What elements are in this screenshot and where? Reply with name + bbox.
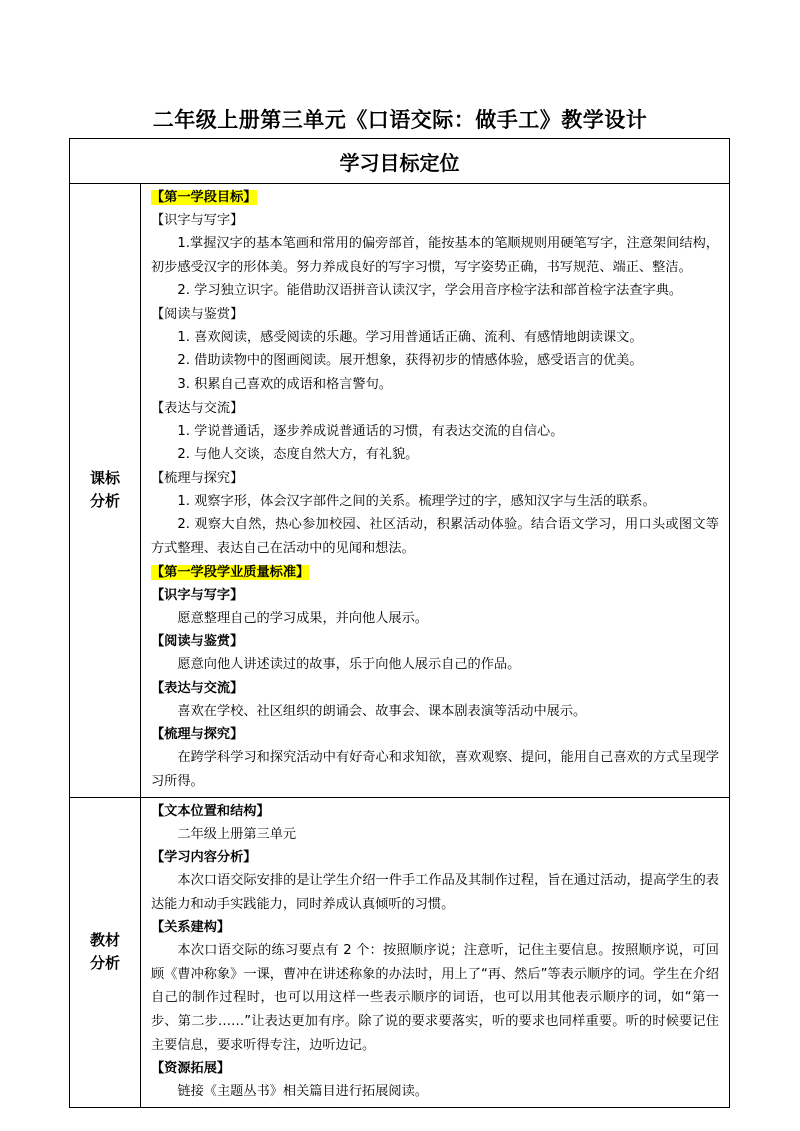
section-heading: 【阅读与鉴赏】 xyxy=(151,634,244,650)
section-heading: 【梳理与探究】 xyxy=(151,727,244,743)
section-heading: 【梳理与探究】 xyxy=(151,470,244,486)
document-title: 二年级上册第三单元《口语交际：做手工》教学设计 xyxy=(152,108,648,132)
paragraph: 2. 学习独立识字。能借助汉语拼音认读汉字，学会用音序检字法和部首检字法查字典。 xyxy=(177,283,683,299)
paragraph: 喜欢在学校、社区组织的朗诵会、故事会、课本剧表演等活动中展示。 xyxy=(177,703,587,719)
section-heading: 【识字与写字】 xyxy=(151,213,244,228)
section-heading: 【识字与写字】 xyxy=(151,587,244,603)
textbook-analysis-content xyxy=(141,797,730,1107)
paragraph: 2. 与他人交谈，态度自然大方，有礼貌。 xyxy=(177,447,419,463)
lesson-design-table xyxy=(69,138,730,1108)
paragraph: 链接《主题丛书》相关篇目进行拓展阅读。 xyxy=(177,1084,428,1100)
table-row xyxy=(70,184,730,798)
paragraph: 本次口语交际的练习要点有 2 个：按照顺序说；注意听，记住主要信息。按照顺序说，可回顾《曹冲称象》一课，曹冲在讲述称象的办法时，用上了“再、然后”等表示顺序的词。学生在介绍自己的制作过程时，也可以用这样一些表示顺序的词语，也可以用其他表示顺序的词，如“第一步、第二步……”让表达更加有序。除了说的要求要落实，听的要求也同样重要。听的时候要记住主要信息，要求听得专注，边听边记。 xyxy=(151,943,719,1053)
section-heading: 【阅读与鉴赏】 xyxy=(151,306,244,322)
curriculum-analysis-content xyxy=(141,184,730,798)
quality-standard-heading: 【第一学段学业质量标准】 xyxy=(151,564,310,580)
paragraph: 2. 观察大自然，热心参加校园、社区活动，积累活动体验。结合语文学习，用口头或图文等方式整理、表达自己在活动中的见闻和想法。 xyxy=(151,517,719,556)
paragraph: 2. 借助读物中的图画阅读。展开想象，获得初步的情感体验，感受语言的优美。 xyxy=(177,353,643,369)
row-label-textbook xyxy=(70,797,141,1107)
section-heading: 【资源拓展】 xyxy=(151,1061,231,1077)
section-heading: 【表达与交流】 xyxy=(151,400,244,416)
paragraph: 3. 积累自己喜欢的成语和格言警句。 xyxy=(177,376,392,392)
paragraph: 二年级上册第三单元 xyxy=(177,826,297,842)
paragraph: 1. 喜欢阅读，感受阅读的乐趣。学习用普通话正确、流利、有感情地朗读课文。 xyxy=(177,329,643,345)
row-label-line: 课标 xyxy=(89,469,120,488)
paragraph: 1.掌握汉字的基本笔画和常用的偏旁部首，能按基本的笔顺规则用硬笔写字，注意架间结构，初步感受汉字的形体美。努力养成良好的写字习惯，写字姿势正确，书写规范、端正、整洁。 xyxy=(151,236,719,275)
paragraph: 在跨学科学习和探究活动中有好奇心和求知欲，喜欢观察、提问，能用自己喜欢的方式呈现学习所得。 xyxy=(151,750,719,789)
row-label-curriculum xyxy=(70,184,141,798)
paragraph: 1. 观察字形，体会汉字部件之间的关系。梳理学过的字，感知汉字与生活的联系。 xyxy=(177,493,656,509)
section-heading: 【文本位置和结构】 xyxy=(151,803,270,819)
table-row xyxy=(70,797,730,1107)
row-label-line: 分析 xyxy=(89,954,120,973)
table-header: 学习目标定位 xyxy=(70,139,730,184)
section-heading: 【表达与交流】 xyxy=(151,680,244,696)
paragraph: 本次口语交际安排的是让学生介绍一件手工作品及其制作过程，旨在通过活动，提高学生的表达能力和动手实践能力，同时养成认真倾听的习惯。 xyxy=(151,873,719,912)
row-label-line: 教材 xyxy=(89,931,120,950)
stage-goal-heading: 【第一学段目标】 xyxy=(151,190,257,205)
paragraph: 愿意向他人讲述读过的故事，乐于向他人展示自己的作品。 xyxy=(177,657,521,673)
section-heading: 【学习内容分析】 xyxy=(151,850,257,866)
paragraph: 愿意整理自己的学习成果，并向他人展示。 xyxy=(177,610,428,626)
paragraph: 1. 学说普通话，逐步养成说普通话的习惯，有表达交流的自信心。 xyxy=(177,423,564,439)
section-heading: 【关系建构】 xyxy=(151,920,231,936)
row-label-line: 分析 xyxy=(89,492,120,511)
